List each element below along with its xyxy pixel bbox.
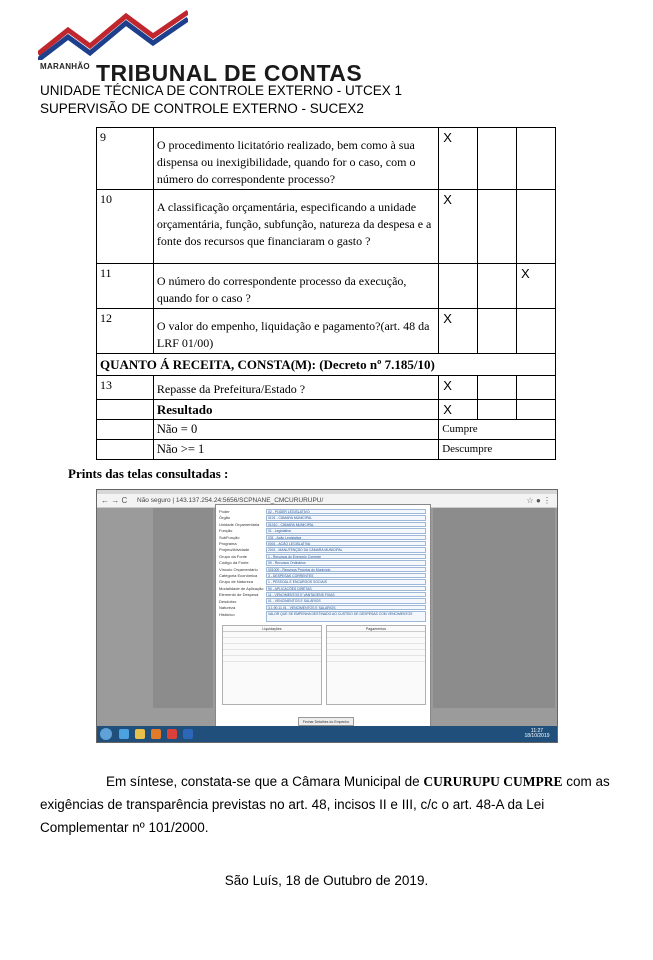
field-labels: Poder Órgão Unidade Orçamentária Função SubFunção Programa Projeto/Atividade Grupo da Fonte Código da Fonte Vínculo Orçamentário Categoria Econômica Grupo de Natureza Modalidade de Aplicação Elemento de Despesa Desdobro Natureza Histórico [219, 509, 264, 617]
revenue-section-heading: QUANTO Á RECEITA, CONSTA(M): (Decreto nº 7.185/10) [97, 354, 556, 376]
background-list-left [153, 508, 213, 708]
legend-row [97, 420, 556, 440]
mark-no [478, 128, 517, 190]
table-row [97, 128, 556, 190]
legend-row [97, 440, 556, 460]
liquidacoes-panel: Liquidações [222, 625, 322, 705]
mark-no [478, 190, 517, 264]
legend-zero: Não = 0 [153, 420, 438, 440]
field-values: 02 - PODER LEGISLATIVO 0101 - CÂMARA MUNICIPAL 01010 - CÂMARA MUNICIPAL 01 - Legislativa 031 - Ação Legislativa 0001 - AÇÃO LEGISLATIVA 2001 - MANUTENÇÃO DA CÂMARA MUNICIPAL 1 - Recursos do Exercício Corrente 00 - Recursos Ordinários 001000 - Recursos Próprios do Município 3 - DESPESAS CORRENTES 1 - PESSOAL E ENCARGOS SOCIAIS 90 - APLICAÇÕES DIRETAS 11 - VENCIMENTOS E VANTAGENS FIXAS 01 - VENCIMENTOS E SALÁRIOS 3.1.90.11.01 - VENCIMENTOS E SALÁRIOS VALOR QUE SE EMPENHA DESTINADO AO CUSTEIO DE DESPESAS COM VENCIMENTOS [266, 509, 426, 623]
item-description: O número do correspondente processo da execução, quando for o caso ? [153, 264, 438, 309]
word-icon[interactable] [183, 729, 193, 739]
mark-no [478, 309, 517, 354]
mark-na: X [517, 264, 556, 309]
item-description: Repasse da Prefeitura/Estado ? [153, 376, 438, 400]
result-mark: X [439, 400, 478, 420]
mark-na [517, 376, 556, 400]
start-icon[interactable] [100, 728, 112, 740]
mark-yes: X [439, 309, 478, 354]
media-icon[interactable] [151, 729, 161, 739]
item-number: 11 [97, 264, 154, 309]
chrome-icon[interactable] [167, 729, 177, 739]
mark-na [517, 190, 556, 264]
folder-icon[interactable] [135, 729, 145, 739]
result-row [97, 400, 556, 420]
logo-state-text: MARANHÃO [40, 62, 90, 71]
mark-no [478, 264, 517, 309]
item-number: 12 [97, 309, 154, 354]
background-list-right [433, 508, 555, 708]
result-label: Resultado [153, 400, 438, 420]
legend-descumpre: Descumpre [439, 440, 556, 460]
table-row [97, 376, 556, 400]
empenho-detail-dialog [215, 504, 431, 728]
logo-title-text: TRIBUNAL DE CONTAS [96, 60, 363, 86]
item-description: O procedimento licitatório realizado, bem como à sua dispensa ou inexigibilidade, quando for o caso, com o número do correspondente processo? [153, 128, 438, 190]
taskbar-clock: 11:27 18/10/2019 [524, 728, 550, 739]
municipality-result: CURURUPU CUMPRE [423, 774, 563, 789]
legend-cumpre: Cumpre [439, 420, 556, 440]
conclusion-paragraph: Em síntese, constata-se que a Câmara Municipal de CURURUPU CUMPRE com as exigências de transparência previstas no art. 48, incisos II e III, c/c o art. 48-A da Lei Complementar nº 101/2000. [40, 774, 610, 835]
prints-heading: Prints das telas consultadas : [68, 466, 229, 481]
browser-url: Não seguro | 143.137.254.24:5656/SCPNANE_CMCURURUPU/ [137, 497, 324, 504]
item-description: A classificação orçamentária, especificando a unidade orçamentária, função, subfunção, natureza da despesa e a fonte dos recursos que financiaram o gasto ? [153, 190, 438, 264]
mark-na [517, 128, 556, 190]
header-unit-line: UNIDADE TÉCNICA DE CONTROLE EXTERNO - UTCEX 1 [40, 83, 403, 98]
item-number: 9 [97, 128, 154, 190]
browser-menu-icon: ☆ ● ⋮ [526, 496, 551, 505]
mark-yes: X [439, 128, 478, 190]
close-details-button[interactable]: Fechar Detalhes do Empenho [298, 717, 354, 726]
header-supervision-line: SUPERVISÃO DE CONTROLE EXTERNO - SUCEX2 [40, 101, 364, 116]
tce-logo [38, 8, 363, 86]
item-number: 13 [97, 376, 154, 400]
pagamentos-panel: Pagamentos [326, 625, 426, 705]
mark-yes: X [439, 376, 478, 400]
item-description: O valor do empenho, liquidação e pagamento?(art. 48 da LRF 01/00) [153, 309, 438, 354]
checklist-table [96, 127, 556, 460]
ie-icon[interactable] [119, 729, 129, 739]
mark-yes [439, 264, 478, 309]
table-row [97, 264, 556, 309]
table-row [97, 309, 556, 354]
date-line: São Luís, 18 de Outubro de 2019. [224, 873, 429, 888]
windows-taskbar [97, 726, 557, 742]
legend-one: Não >= 1 [153, 440, 438, 460]
section-row [97, 354, 556, 376]
nav-arrows-icon: ← → C [101, 496, 128, 505]
mark-na [517, 309, 556, 354]
logo-stripes-icon [38, 8, 188, 60]
consulted-screen-print [96, 489, 558, 743]
item-number: 10 [97, 190, 154, 264]
table-row [97, 190, 556, 264]
mark-yes: X [439, 190, 478, 264]
mark-no [478, 376, 517, 400]
